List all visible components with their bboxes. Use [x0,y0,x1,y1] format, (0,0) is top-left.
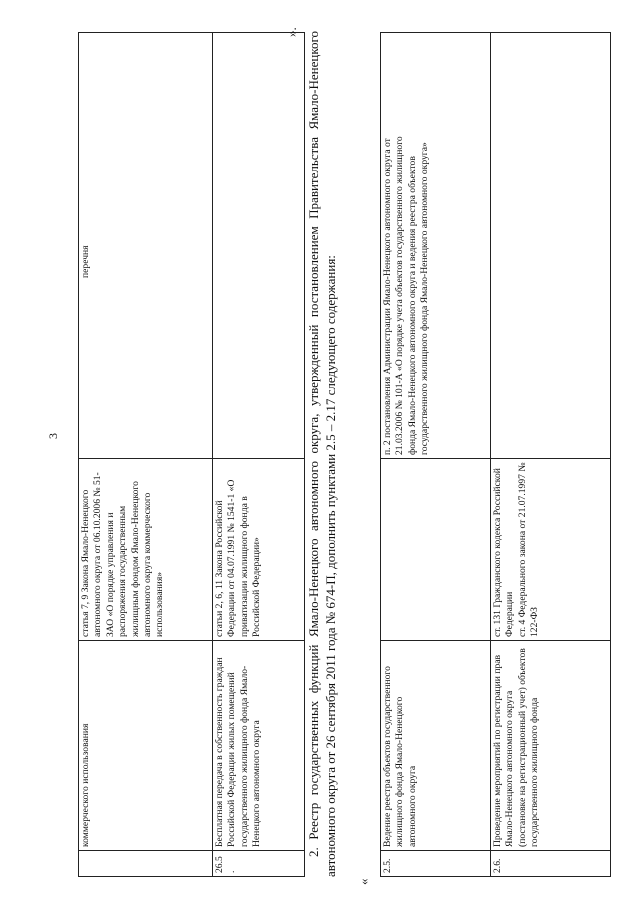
row-legal-basis: статья 7, 9 Закона Ямало-Ненецкого автономного округа от 06.10.2006 № 51-ЗАО «О порядке управления и распоряжения государственным жилищным фондом Ямало-Ненецкого автономного округа коммерческого использования» [79,459,213,641]
row-number: 2.5. [381,851,491,877]
page-number: 3 [46,433,60,439]
row-note [213,33,305,459]
table-row [491,33,611,877]
row-legal-basis: статьи 2, 6, 11 Закона Российской Федерации от 04.07.1991 № 1541-1 «О приватизации жилищного фонда в Российской Федерации» [213,459,305,641]
row-number: 26.5. [213,851,305,877]
functions-registry-table [380,32,611,877]
row-legal-basis: ст. 131 Гражданского кодекса Российской Федерации ст. 4 Федерального закона от 21.07.1997 № 122-ФЗ [491,459,611,641]
row-note: перечня [79,33,213,459]
amendment-paragraph [305,31,339,877]
table-row [213,33,305,877]
row-function-name: коммерческого использования [79,641,213,851]
row-number: 2.6. [491,851,611,877]
row-function-name: Проведение мероприятий по регистрации прав Ямало-Ненецкого автономного округа (постановке на регистрационный учет) объектов государственного жилищного фонда [491,641,611,851]
row-function-name: Ведение реестра объектов государственного жилищного фонда Ямало-Ненецкого автономного округа [381,641,491,851]
functions-table-continued [78,32,305,877]
row-function-name: Бесплатная передача в собственность граждан Российской Федерации жилых помещений государственного жилищного фонда Ямало-Ненецкого автономного округа [213,641,305,851]
row-legal-basis [381,459,491,641]
table-row [381,33,491,877]
opening-quote: « [356,878,371,885]
closing-quote: ». [284,27,299,37]
row-number [79,851,213,877]
row-note [491,33,611,459]
row-note: п. 2 постановления Администрации Ямало-Ненецкого автономного округа от 21.03.2006 № 101-А «О порядке учета объектов государственного жилищного фонда Ямало-Ненецкого автономного округа и ведения реестра объектов государственного жилищного фонда Ямало-Ненецкого автономного округа» [381,33,491,459]
paragraph-text: 2. Реестр государственных функций Ямало-Ненецкого автономного округа, утвержденный постановлением Правительства Ямало-Ненецкого автономного округа от 26 сентября 2011 года № 674-П, дополнить пунктами 2.5 – 2.17 следующего содержания: [306,31,338,877]
table-row [79,33,213,877]
